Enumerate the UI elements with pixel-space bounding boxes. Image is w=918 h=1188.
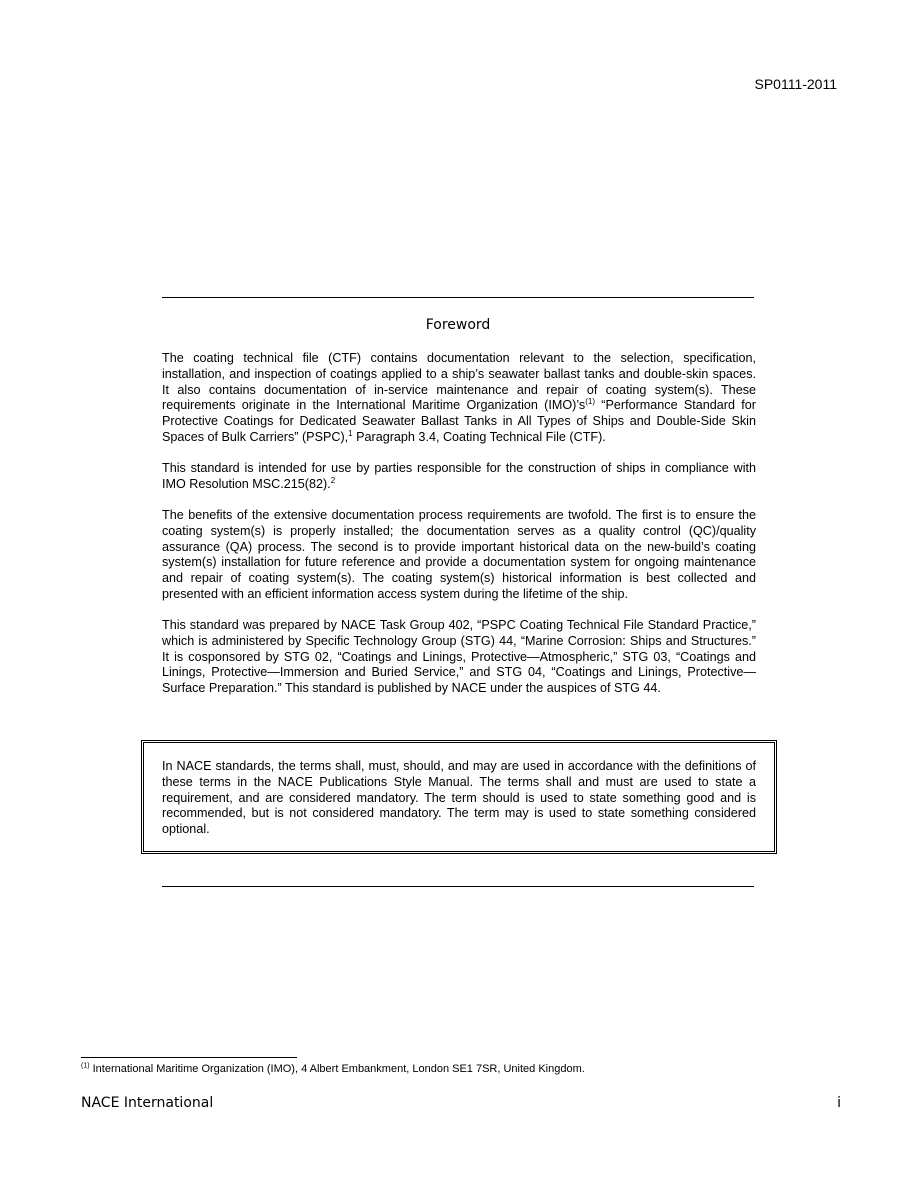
footnote-text: International Maritime Organization (IMO), 4 Albert Embankment, London SE1 7SR, United Kingdom. [89, 1063, 585, 1075]
terms-definition-text: In NACE standards, the terms shall, must, should, and may are used in accordance with the definitions of these terms in the NACE Publications Style Manual. The terms shall and must are used to state a requirement, and are considered mandatory. The term should is used to state something good and is recommended, but is not considered mandatory. The term may is used to state something considered optional. [162, 759, 756, 836]
reference-1: 1 [348, 428, 353, 438]
foreword-paragraph-3: The benefits of the extensive documentation process requirements are twofold. The first is to ensure the coating system(s) is properly installed; the documentation serves as a quality control (QC)/quality assurance (QA) process. The second is to provide important historical data on the new-build’s coating system(s) installation for future reference and provide a documentation system for ongoing maintenance and repair of coating system(s). The coating system(s) historical information is best collected and presented with an efficient information access system during the lifetime of the ship. [162, 508, 756, 601]
reference-2: 2 [330, 475, 336, 485]
top-divider [162, 297, 754, 298]
foreword-body [162, 351, 756, 712]
foreword-paragraph-1: The coating technical file (CTF) contains documentation relevant to the selection, specification, installation, and inspection of coatings applied to a ship’s seawater ballast tanks and double-skin spaces. It also contains documentation of in-service maintenance and repair of coating system(s). These requirements originate in the International Maritime Organization $(IMO)’s^{(1)}$ “Performance Standard for Protective Coatings for Dedicated Seawater Ballast Tanks in All Types of Ships and Double-Side Skin Spaces of Bulk Carriers” (PSPC),$^1$ Paragraph 3.4, Coating Technical File (CTF). [162, 351, 756, 444]
footnote-ref-1: (1) [585, 397, 595, 407]
footnote-marker: (1) [81, 1062, 90, 1070]
document-number: SP0111-2011 [754, 76, 837, 92]
terms-definition-box [141, 740, 777, 854]
foreword-paragraph-2: This standard is intended for use by parties responsible for the construction of ships in compliance with IMO Resolution MSC.215(82).$^2$ [162, 461, 756, 491]
footnote [81, 1063, 585, 1075]
bottom-divider [162, 886, 754, 887]
footnote-divider [81, 1057, 297, 1058]
foreword-paragraph-4: This standard was prepared by NACE Task Group 402, “PSPC Coating Technical File Standard Practice,” which is administered by Specific Technology Group (STG) 44, “Marine Corrosion: Ships and Structures.” It is cosponsored by STG 02, “Coatings and Linings, Protective—Atmospheric,” STG 03, “Coatings and Linings, Protective—Immersion and Buried Service,” and STG 04, “Coatings and Linings, Protective—Surface Preparation.” This standard is published by NACE under the auspices of STG 44. [162, 618, 756, 695]
foreword-title: Foreword [425, 317, 491, 333]
footer-publisher: NACE International [81, 1095, 214, 1111]
footer-page-number: i [837, 1095, 841, 1111]
